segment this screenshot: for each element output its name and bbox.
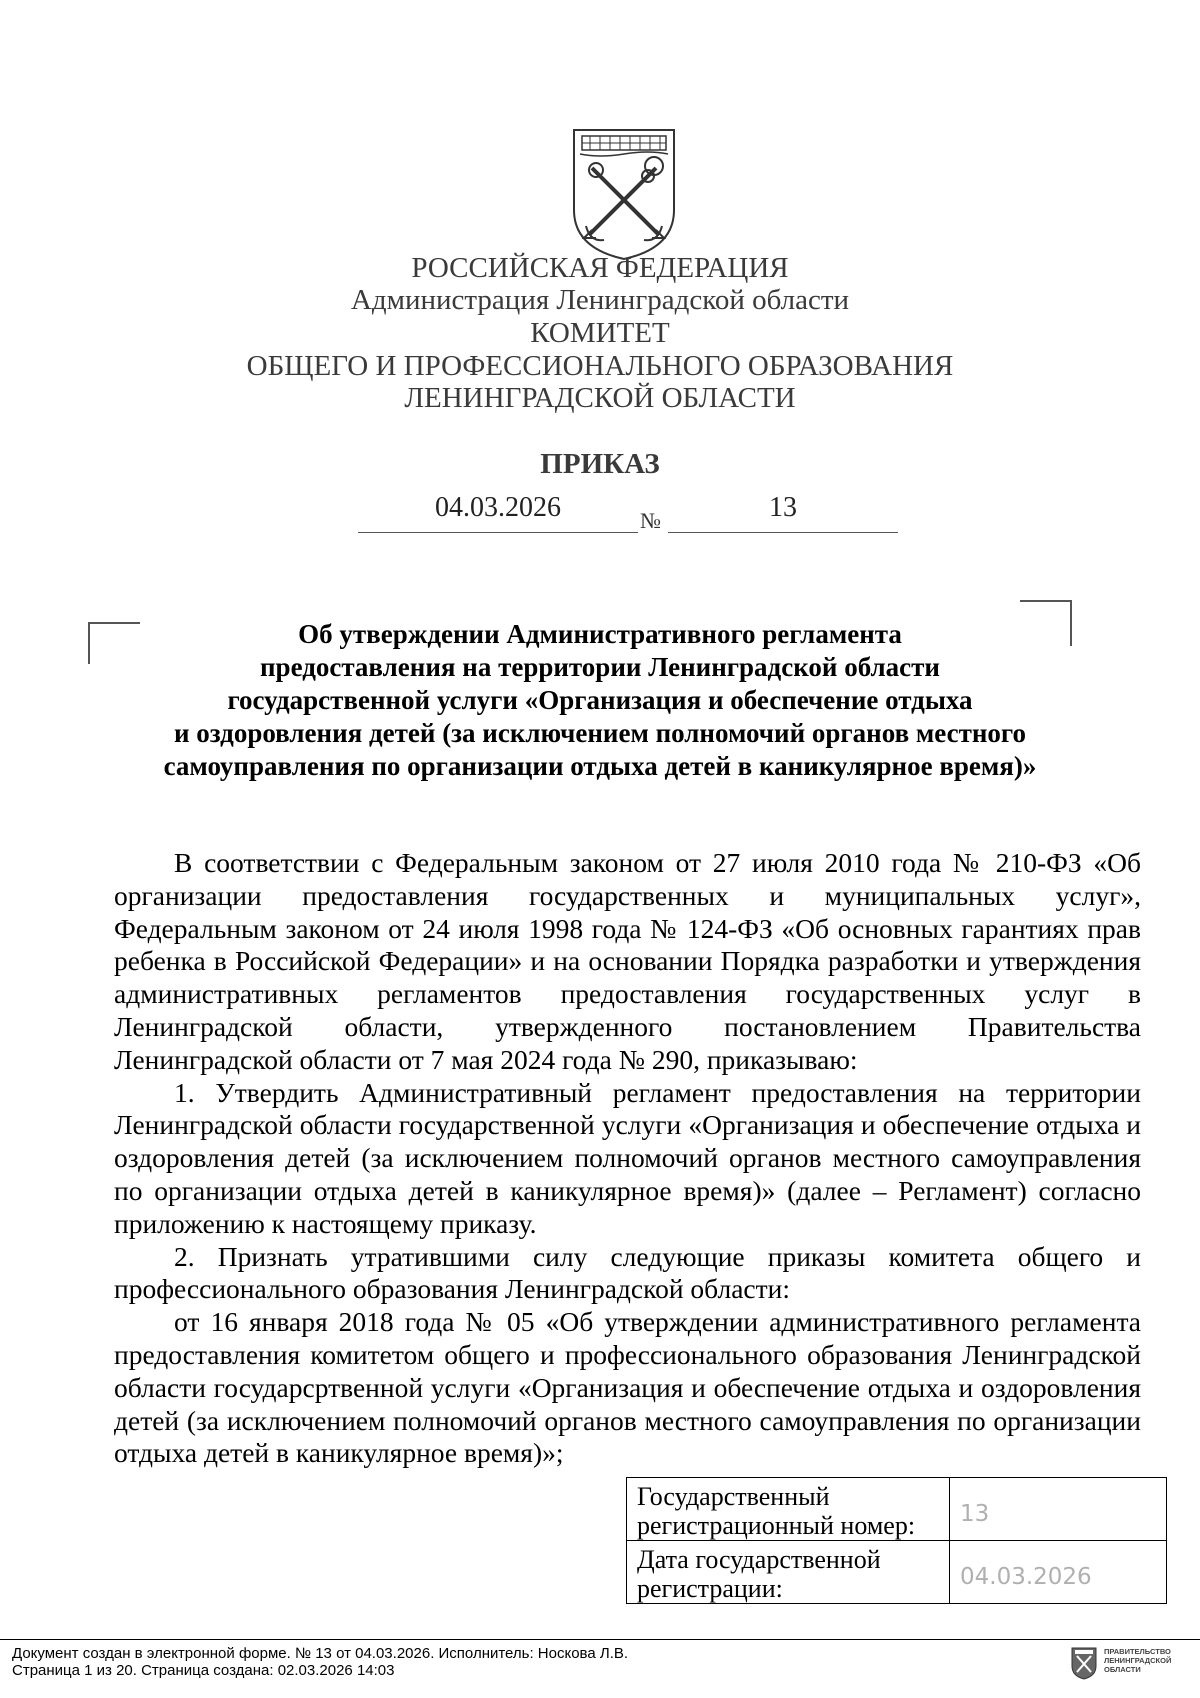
- header-administration: Администрация Ленинградской области: [350, 284, 850, 316]
- title-line: предоставления на территории Ленинградской области: [260, 652, 940, 682]
- footer-line-1: Документ создан в электронной форме. № 13 от 04.03.2026. Исполнитель: Носкова Л.В.: [12, 1645, 629, 1662]
- footer-line-2: Страница 1 из 20. Страница создана: 02.03.2026 14:03: [12, 1662, 395, 1679]
- left-corner-bracket: [88, 622, 140, 664]
- doc-date: 04.03.2026: [435, 492, 561, 523]
- registration-table: [626, 1477, 1167, 1604]
- registration-date-value: 04.03.2026: [950, 1541, 1167, 1604]
- body-paragraph: В соответствии с Федеральным законом от 27 июля 2010 года № 210-ФЗ «Об организации предоставления государственных и муниципальных услуг», Федеральным законом от 24 июля 1998 года № 124-ФЗ «Об основных гарантиях прав ребенка в Российской Федерации» и на основании Порядка разработки и утверждения административных регламентов предоставления государственных услуг в Ленинградской области, утвержденного постановлением Правительства Ленинградской области от 7 мая 2024 года № 290, приказываю:: [114, 847, 1141, 1075]
- government-emblem-icon: [1070, 1646, 1098, 1680]
- header-region: ЛЕНИНГРАДСКОЙ ОБЛАСТИ: [404, 382, 796, 414]
- doc-number: 13: [769, 492, 797, 523]
- registration-number-value: 13: [950, 1478, 1167, 1541]
- registration-date-label: Дата государственной регистрации:: [627, 1541, 950, 1604]
- title-line: и оздоровления детей (за исключением полномочий органов местного: [174, 718, 1026, 748]
- header-committee-full: ОБЩЕГО И ПРОФЕССИОНАЛЬНОГО ОБРАЗОВАНИЯ: [246, 350, 954, 382]
- header-country: РОССИЙСКАЯ ФЕДЕРАЦИЯ: [411, 252, 789, 284]
- date-underline: [358, 532, 638, 533]
- title-line: самоуправления по организации отдыха детей в каникулярное время)»: [163, 751, 1037, 781]
- body-paragraph: от 16 января 2018 года № 05 «Об утверждении административного регламента предоставления комитетом общего и профессионального образования Ленинградской области государсртвенной услуги «Организация и обеспечение отдыха и оздоровления детей (за исключением полномочий органов местного самоуправления по организации отдыха детей в каникулярное время)»;: [114, 1306, 1141, 1469]
- coat-of-arms-emblem: [570, 126, 678, 262]
- header-committee: КОМИТЕТ: [530, 317, 670, 349]
- document-title: [150, 618, 1050, 783]
- document-body: [114, 847, 1141, 1470]
- body-paragraph: 2. Признать утратившими силу следующие приказы комитета общего и профессионального образования Ленинградской области:: [114, 1240, 1141, 1305]
- government-logo-text: ПРАВИТЕЛЬСТВО ЛЕНИНГРАДСКОЙ ОБЛАСТИ: [1104, 1647, 1172, 1674]
- doc-type: ПРИКАЗ: [540, 448, 660, 480]
- title-line: государственной услуги «Организация и обеспечение отдыха: [227, 685, 973, 715]
- registration-number-label: Государственный регистрационный номер:: [627, 1478, 950, 1541]
- government-logo: [1070, 1646, 1098, 1680]
- number-underline: [668, 532, 898, 533]
- body-paragraph: 1. Утвердить Административный регламент предоставления на территории Ленинградской области государственной услуги «Организация и обеспечение отдыха и оздоровления детей (за исключением полномочий органов местного самоуправления по организации отдыха детей в каникулярное время)» (далее – Регламент) согласно приложению к настоящему приказу.: [114, 1076, 1141, 1239]
- title-line: Об утверждении Административного регламента: [298, 619, 902, 649]
- number-sign: №: [640, 508, 661, 533]
- footer-divider: [0, 1639, 1200, 1640]
